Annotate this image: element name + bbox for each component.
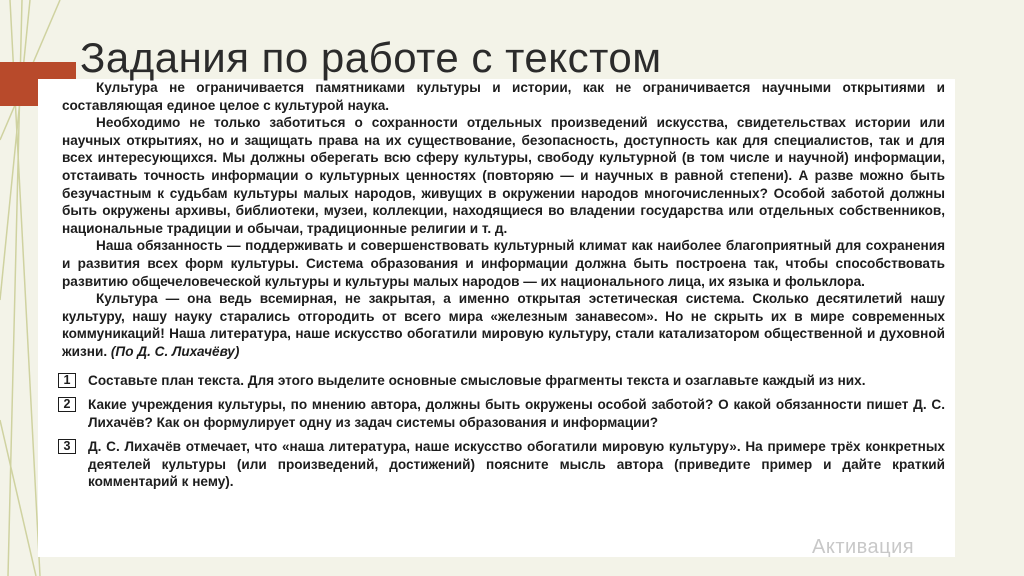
source-attribution: (По Д. С. Лихачёву) [110, 343, 240, 359]
task-2 [62, 396, 945, 431]
decor-line [0, 0, 30, 300]
task-text: Составьте план текста. Для этого выделите основные смысловые фрагменты текста и озаглавьте каждый из них. [88, 372, 866, 388]
task-number-box: 1 [58, 373, 76, 388]
paragraph-4-body: Культура — она ведь всемирная, не закрытая, а именно открытая эстетическая система. Сколько десятилетий нашу культуру, нашу науку старались отгородить от всего мира «железным занавесом». Но не скрыть их в мире современных коммуникаций! Наша литература, наше искусство обогатили мировую культуру, стали катализатором общественной и духовной жизни. [62, 291, 945, 359]
task-number-box: 3 [58, 439, 76, 454]
activation-watermark: Активация [812, 536, 915, 558]
task-text: Какие учреждения культуры, по мнению автора, должны быть окружены особой заботой? О какой обязанности пишет Д. С. Лихачёв? Как он формулирует одну из задач системы образования и информации? [88, 397, 945, 430]
task-1 [62, 372, 945, 390]
text-paragraph-4 [62, 290, 945, 360]
document-scan [38, 79, 955, 557]
task-text: Д. С. Лихачёв отмечает, что «наша литература, наше искусство обогатили мировую культуру». На примере трёх конкретных деятелей культуры (или произведений, достижений) поясните мысль автора (приведите пример и дайте краткий комментарий к нему). [88, 439, 945, 490]
text-paragraph-2: Необходимо не только заботиться о сохранности отдельных произведений искусства, свидетельствах истории или научных открытиях, но и защищать права на их существование, безопасность, доступность как для специалистов, так и для всех интересующихся. Мы должны оберегать всю сферу культуры, свободу культурной (в том числе и научной) информации, отстаивать точность информации о культурных ценностях (повторяю — и научных в равной степени). А разве можно быть безучастным к судьбам культуры малых народов, живущих в окружении народов многочисленных? Особой заботой должны быть окружены архивы, библиотеки, музеи, коллекции, находящиеся во владении государства или отдельных собственников, национальные традиции и обычаи, традиционные религии и т. д. [62, 115, 945, 236]
task-number-box: 2 [58, 397, 76, 412]
task-3 [62, 438, 945, 491]
decor-line [0, 420, 36, 576]
text-paragraph-3: Наша обязанность — поддерживать и совершенствовать культурный климат как наиболее благоприятный для сохранения и развития всех форм культуры. Система образования и информации должна быть построена так, чтобы способствовать развитию общечеловеческой культуры и культуры малых народов — их национального лица, их языка и фольклора. [62, 238, 945, 289]
slide-title: Задания по работе с текстом [80, 34, 662, 81]
text-paragraph-1: Культура не ограничивается памятниками культуры и истории, как не ограничивается научными открытиями и составляющая единое целое с культурой наука. [62, 80, 945, 113]
